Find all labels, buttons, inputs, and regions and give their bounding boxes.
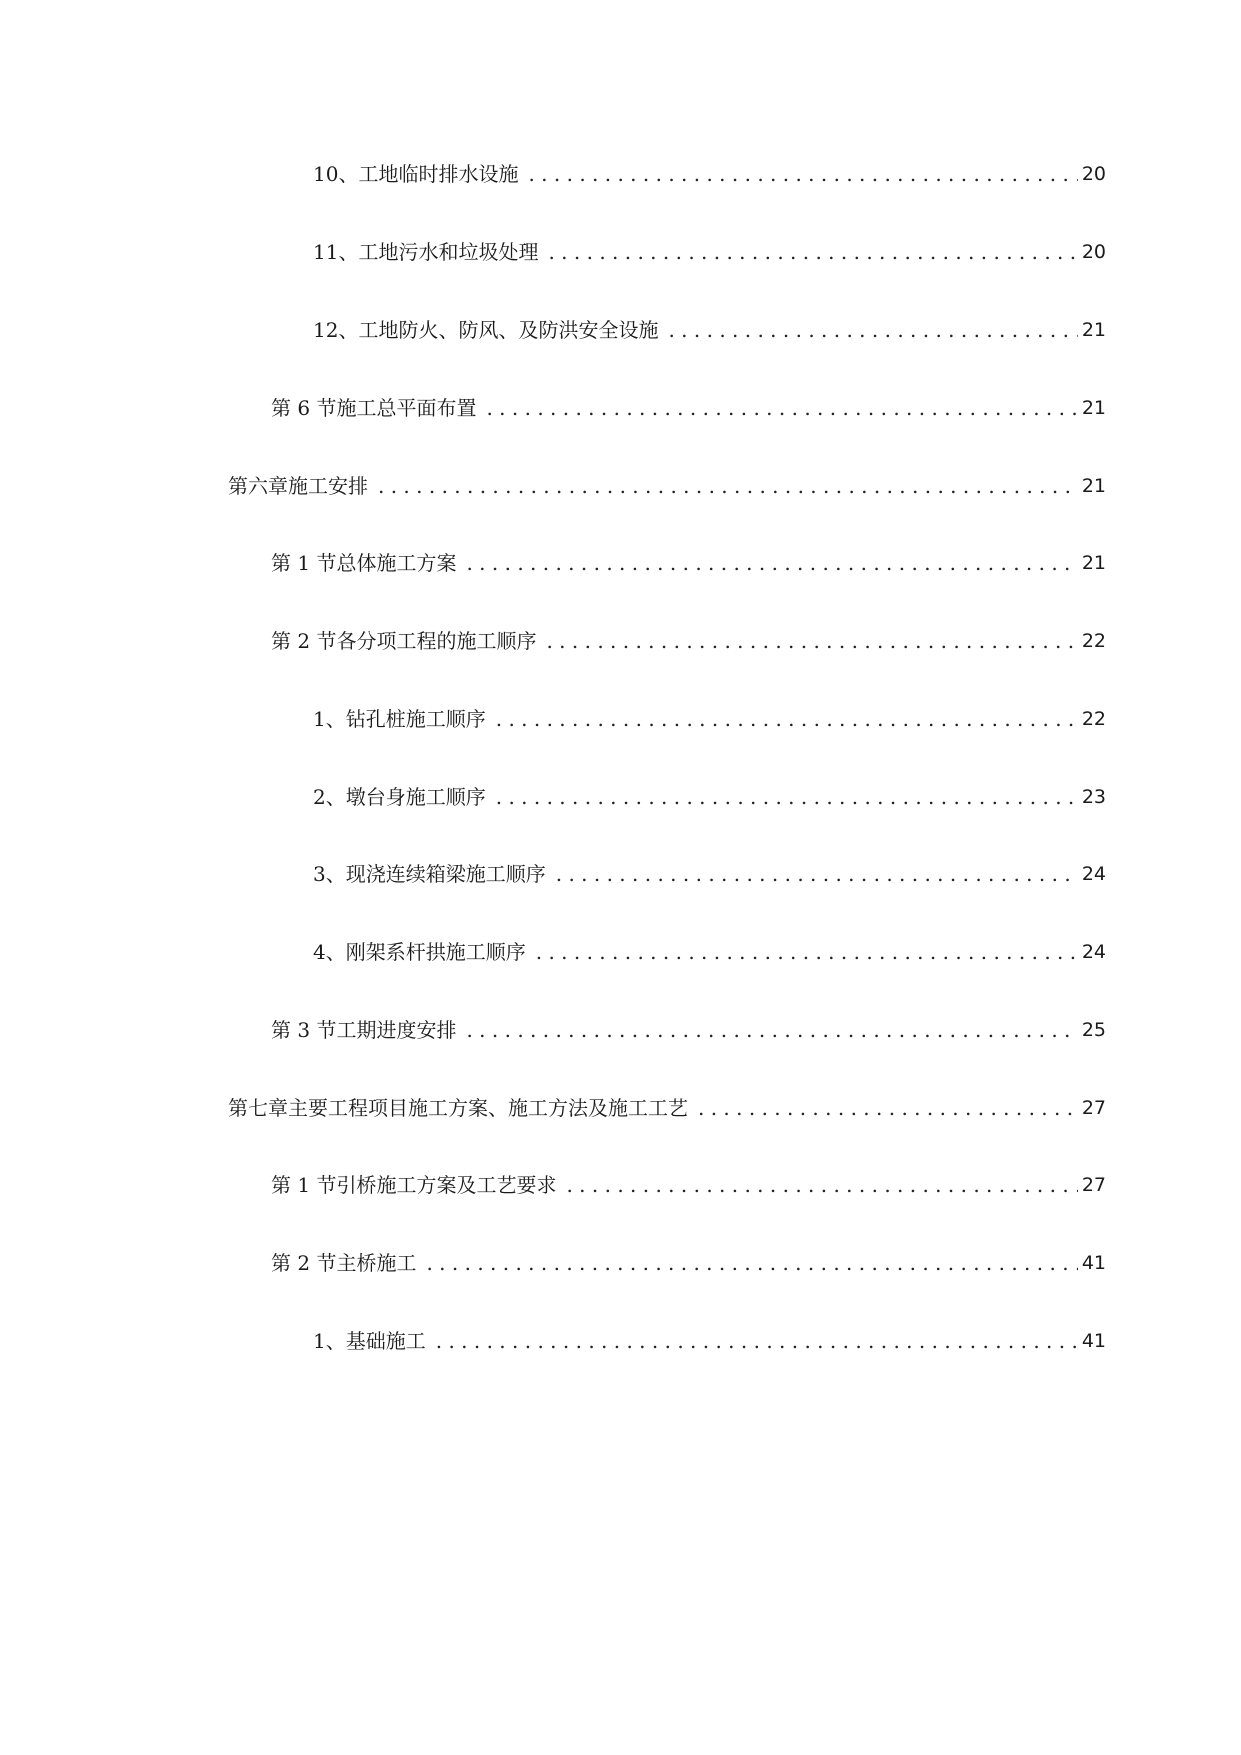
toc-entry[interactable] [313, 158, 1106, 190]
toc-entry-number: 10、 [313, 162, 359, 186]
dot-leader [548, 236, 1077, 268]
toc-entry[interactable] [313, 314, 1106, 346]
toc-entry-title: 主桥施工 [336, 1251, 417, 1275]
toc-entry-page: 27 [1081, 1174, 1106, 1196]
toc-entry[interactable] [313, 703, 1106, 735]
toc-entry[interactable] [313, 236, 1106, 268]
toc-entry-number: 1、 [313, 1329, 346, 1353]
toc-entry-title: 工地污水和垃圾处理 [358, 240, 539, 264]
toc-entry[interactable] [271, 1169, 1106, 1201]
toc-entry-page: 21 [1081, 397, 1106, 419]
toc-entry-page: 20 [1081, 241, 1106, 263]
toc-entry-page: 22 [1081, 630, 1106, 652]
toc-entry-number: 2、 [313, 785, 346, 809]
toc-entry[interactable] [271, 392, 1106, 424]
toc-entry-number: 第 1 节 [271, 551, 337, 575]
toc-entry-page: 21 [1081, 552, 1106, 574]
toc-entry-title: 工地临时排水设施 [358, 162, 519, 186]
toc-entry-number: 第 2 节 [271, 629, 337, 653]
toc-entry-title: 施工总平面布置 [336, 396, 477, 420]
toc-entry-number: 4、 [313, 940, 346, 964]
dot-leader [486, 392, 1077, 424]
toc-entry-title: 现浇连续箱梁施工顺序 [345, 862, 546, 886]
dot-leader [556, 858, 1078, 890]
toc-entry-page: 21 [1081, 475, 1106, 497]
dot-leader [698, 1092, 1078, 1124]
toc-entry-title: 施工安排 [288, 474, 368, 498]
toc-entry[interactable] [313, 1325, 1106, 1357]
toc-entry-number: 第 6 节 [271, 396, 337, 420]
toc-entry-number: 第七章 [228, 1096, 288, 1120]
toc-entry-number: 12、 [313, 318, 359, 342]
toc-entry-page: 25 [1081, 1019, 1106, 1041]
dot-leader [668, 314, 1077, 346]
toc-entry-page: 22 [1081, 708, 1106, 730]
toc-entry-title: 工地防火、防风、及防洪安全设施 [358, 318, 659, 342]
toc-entry-number: 1、 [313, 707, 346, 731]
toc-entry-title: 总体施工方案 [336, 551, 457, 575]
toc-entry-page: 41 [1081, 1330, 1106, 1352]
toc-entry-page: 23 [1081, 786, 1106, 808]
toc-entry-title: 主要工程项目施工方案、施工方法及施工工艺 [288, 1096, 688, 1120]
toc-entry-title: 刚架系杆拱施工顺序 [345, 940, 526, 964]
toc-entry-number: 第 1 节 [271, 1173, 337, 1197]
toc-entry-number: 第 2 节 [271, 1251, 337, 1275]
toc-entry-title: 各分项工程的施工顺序 [336, 629, 537, 653]
toc-entry-page: 41 [1081, 1252, 1106, 1274]
toc-entry[interactable] [271, 1247, 1106, 1279]
toc-entry[interactable] [313, 936, 1106, 968]
toc-entry-page: 21 [1081, 319, 1106, 341]
toc-entry-page: 24 [1081, 863, 1106, 885]
toc-entry-page: 20 [1081, 163, 1106, 185]
toc-entry-title: 钻孔桩施工顺序 [345, 707, 486, 731]
toc-entry-title: 工期进度安排 [336, 1018, 457, 1042]
toc-entry[interactable] [228, 470, 1106, 502]
dot-leader [546, 625, 1077, 657]
dot-leader [528, 158, 1077, 190]
dot-leader [426, 1247, 1077, 1279]
toc-entry[interactable] [271, 547, 1106, 579]
toc-entry[interactable] [313, 858, 1106, 890]
toc-entry-number: 第六章 [228, 474, 288, 498]
dot-leader [496, 781, 1078, 813]
toc-entry-number: 3、 [313, 862, 346, 886]
toc-entry-number: 第 3 节 [271, 1018, 337, 1042]
toc-entry[interactable] [228, 1092, 1106, 1124]
toc-entry-page: 24 [1081, 941, 1106, 963]
dot-leader [536, 936, 1078, 968]
dot-leader [566, 1169, 1077, 1201]
toc-entry-number: 11、 [313, 240, 359, 264]
dot-leader [378, 470, 1078, 502]
toc-entry[interactable] [313, 781, 1106, 813]
toc-entry-page: 27 [1081, 1097, 1106, 1119]
toc-entry[interactable] [271, 625, 1106, 657]
toc-entry-title: 基础施工 [345, 1329, 426, 1353]
dot-leader [466, 1014, 1077, 1046]
toc-entry[interactable] [271, 1014, 1106, 1046]
toc-entry-title: 墩台身施工顺序 [345, 785, 486, 809]
dot-leader [436, 1325, 1078, 1357]
dot-leader [466, 547, 1077, 579]
toc-entry-title: 引桥施工方案及工艺要求 [336, 1173, 557, 1197]
dot-leader [496, 703, 1078, 735]
